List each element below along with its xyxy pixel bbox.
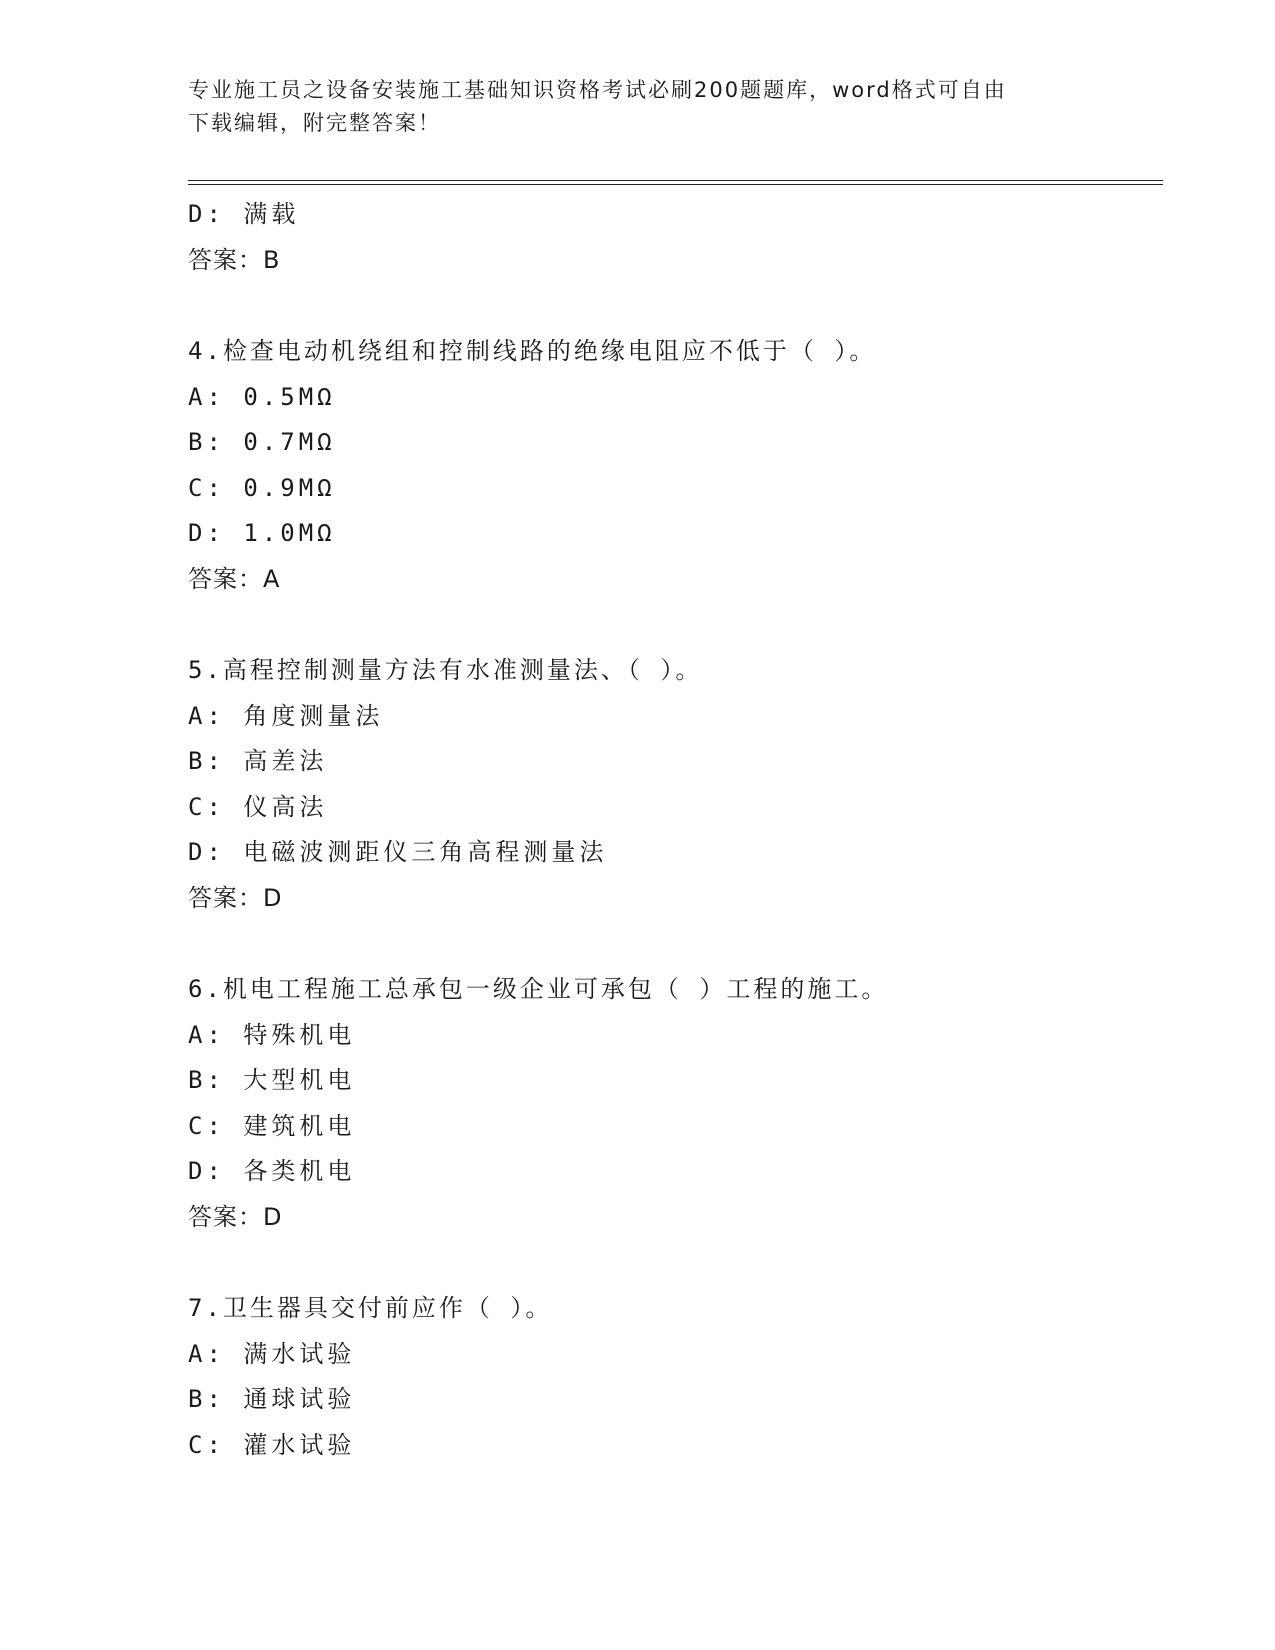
- option-a: A: 角度测量法: [188, 701, 384, 730]
- option-c: C: 灌水试验: [188, 1430, 356, 1459]
- question-4: [188, 329, 1148, 602]
- option-c: C: 建筑机电: [188, 1111, 356, 1140]
- header-line-1: 专业施工员之设备安装施工基础知识资格考试必刷200题题库，word格式可自由: [188, 78, 1007, 102]
- question-title: 4.检查电动机绕组和控制线路的绝缘电阻应不低于（ ）。: [188, 337, 877, 365]
- option-b: B: 通球试验: [188, 1385, 356, 1413]
- option-d: D: 满载: [188, 200, 300, 228]
- answer-label: 答案：A: [188, 564, 281, 593]
- question-title: 6.机电工程施工总承包一级企业可承包（ ）工程的施工。: [188, 975, 889, 1003]
- option-a: A: 满水试验: [188, 1339, 356, 1368]
- question-title: 7.卫生器具交付前应作（ ）。: [188, 1294, 553, 1322]
- question-spacer: [188, 602, 1148, 648]
- answer-label: 答案：D: [188, 883, 283, 912]
- header-divider: [188, 180, 1163, 185]
- question-spacer: [188, 283, 1148, 329]
- question-list: [188, 192, 1148, 1468]
- option-b: B: 高差法: [188, 747, 328, 775]
- option-c: C: 仪高法: [188, 792, 328, 821]
- option-b: B: 大型机电: [188, 1066, 356, 1094]
- option-a: A: 特殊机电: [188, 1020, 356, 1049]
- answer-label: 答案：B: [188, 245, 281, 274]
- answer-label: 答案：D: [188, 1202, 283, 1231]
- option-b: B: 0.7MΩ: [188, 428, 336, 456]
- question-7: [188, 1286, 1148, 1468]
- question-5: [188, 648, 1148, 921]
- question-spacer: [188, 1240, 1148, 1286]
- question-title: 5.高程控制测量方法有水准测量法、（ ）。: [188, 656, 703, 684]
- option-d: D: 电磁波测距仪三角高程测量法: [188, 838, 608, 866]
- question-3-tail: [188, 192, 1148, 283]
- header-line-2: 下载编辑，附完整答案！: [188, 111, 441, 135]
- option-a: A: 0.5MΩ: [188, 382, 336, 411]
- option-d: D: 各类机电: [188, 1157, 356, 1185]
- document-header: [188, 74, 1088, 140]
- option-d: D: 1.0MΩ: [188, 519, 336, 547]
- question-6: [188, 967, 1148, 1240]
- question-spacer: [188, 921, 1148, 967]
- option-c: C: 0.9MΩ: [188, 473, 336, 502]
